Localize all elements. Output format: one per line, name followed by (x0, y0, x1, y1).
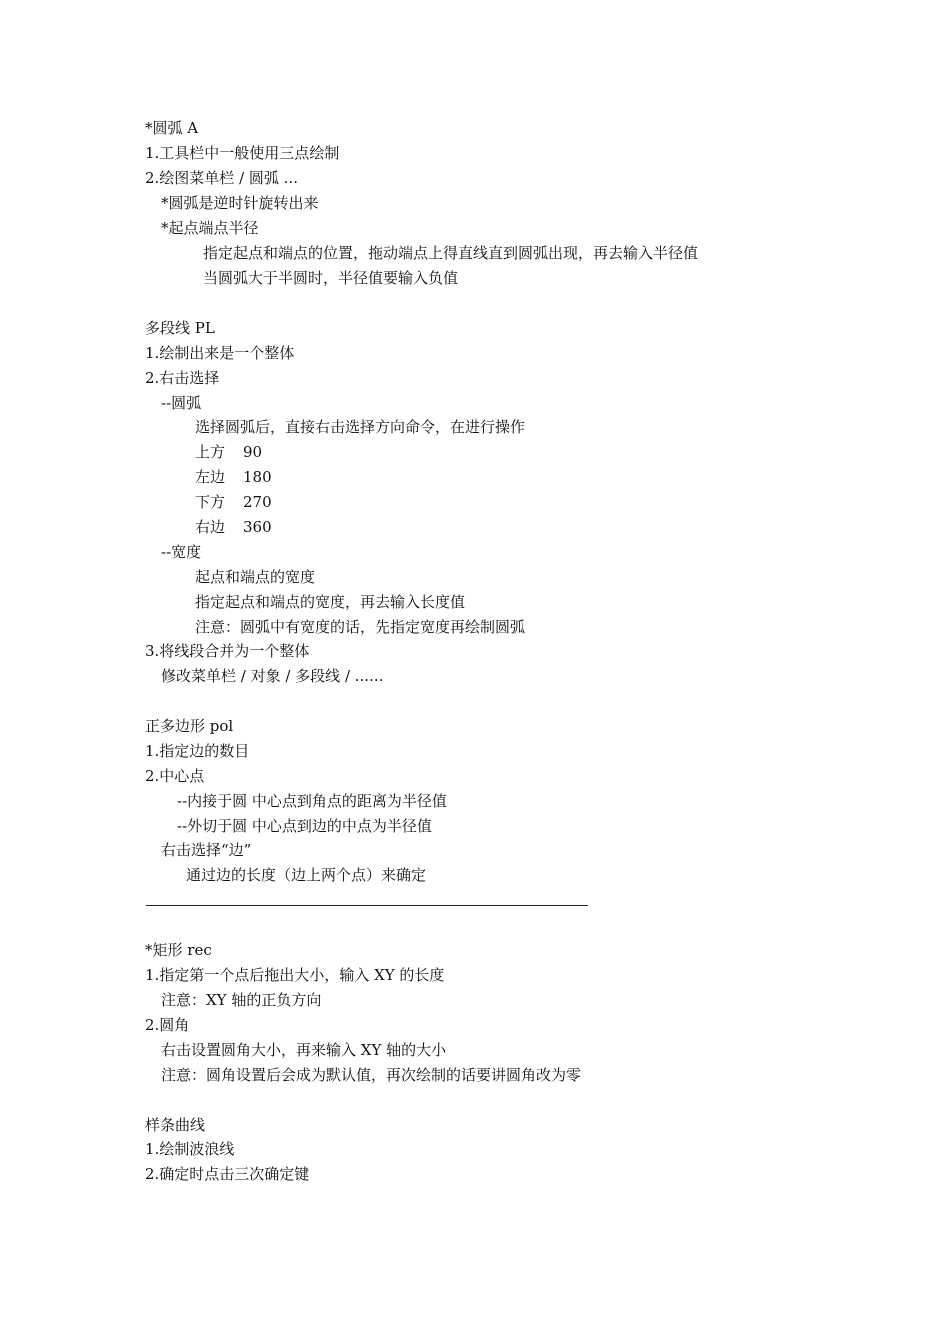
polygon-item-2: 2.中心点 (145, 767, 205, 785)
polygon-edge-select: 右击选择“边” (161, 841, 252, 859)
polygon-circumscribed: --外切于圆 中心点到边的中点为半径值 (177, 817, 432, 835)
polyline-width-detail-1: 起点和端点的宽度 (195, 568, 316, 586)
direction-label: 下方 (195, 493, 226, 511)
polygon-inscribed: --内接于圆 中心点到角点的距离为半径值 (177, 792, 447, 810)
arc-note-1: *圆弧是逆时针旋转出来 (161, 194, 319, 212)
direction-label: 左边 (195, 468, 226, 486)
arc-note-2: *起点端点半径 (161, 219, 259, 237)
polyline-item-3-detail: 修改菜单栏 / 对象 / 多段线 / ...... (161, 667, 384, 685)
polyline-item-3: 3.将线段合并为一个整体 (145, 642, 310, 660)
polyline-width-detail-3: 注意：圆弧中有宽度的话，先指定宽度再绘制圆弧 (195, 618, 526, 636)
arc-item-2: 2.绘图菜单栏 / 圆弧 ... (145, 169, 298, 187)
spline-item-1: 1.绘制波浪线 (145, 1140, 235, 1158)
spline-item-2: 2.确定时点击三次确定键 (145, 1165, 310, 1183)
polygon-item-1: 1.指定边的数目 (145, 742, 250, 760)
direction-label: 上方 (195, 443, 226, 461)
section-divider (146, 905, 588, 906)
polyline-title: 多段线 PL (145, 319, 215, 337)
direction-row (195, 517, 272, 537)
direction-label: 右边 (195, 518, 226, 536)
spline-title: 样条曲线 (145, 1116, 206, 1134)
direction-value: 90 (243, 443, 263, 461)
direction-value: 270 (243, 493, 272, 511)
polyline-arc-label: --圆弧 (161, 394, 202, 412)
direction-row (195, 492, 272, 512)
direction-value: 360 (243, 518, 272, 536)
arc-detail-2: 当圆弧大于半圆时，半径值要输入负值 (203, 269, 459, 287)
polyline-width-detail-2: 指定起点和端点的宽度，再去输入长度值 (195, 593, 466, 611)
polyline-item-1: 1.绘制出来是一个整体 (145, 344, 295, 362)
direction-row (195, 467, 272, 487)
polygon-title: 正多边形 pol (145, 717, 234, 735)
arc-detail-1: 指定起点和端点的位置，拖动端点上得直线直到圆弧出现，再去输入半径值 (203, 244, 699, 262)
rectangle-item-2-detail: 右击设置圆角大小，再来输入 XY 轴的大小 (161, 1041, 447, 1059)
rectangle-item-1: 1.指定第一个点后拖出大小，输入 XY 的长度 (145, 966, 445, 984)
direction-row (195, 442, 262, 462)
rectangle-title: *矩形 rec (145, 941, 212, 959)
rectangle-item-1-note: 注意：XY 轴的正负方向 (161, 991, 322, 1009)
polygon-edge-detail: 通过边的长度（边上两个点）来确定 (186, 866, 427, 884)
polyline-width-label: --宽度 (161, 543, 202, 561)
polyline-item-2: 2.右击选择 (145, 369, 220, 387)
arc-title: *圆弧 A (145, 119, 199, 137)
rectangle-item-2: 2.圆角 (145, 1016, 190, 1034)
direction-value: 180 (243, 468, 272, 486)
rectangle-item-2-note: 注意：圆角设置后会成为默认值，再次绘制的话要讲圆角改为零 (161, 1066, 582, 1084)
polyline-arc-detail: 选择圆弧后，直接右击选择方向命令，在进行操作 (195, 418, 526, 436)
arc-item-1: 1.工具栏中一般使用三点绘制 (145, 144, 340, 162)
